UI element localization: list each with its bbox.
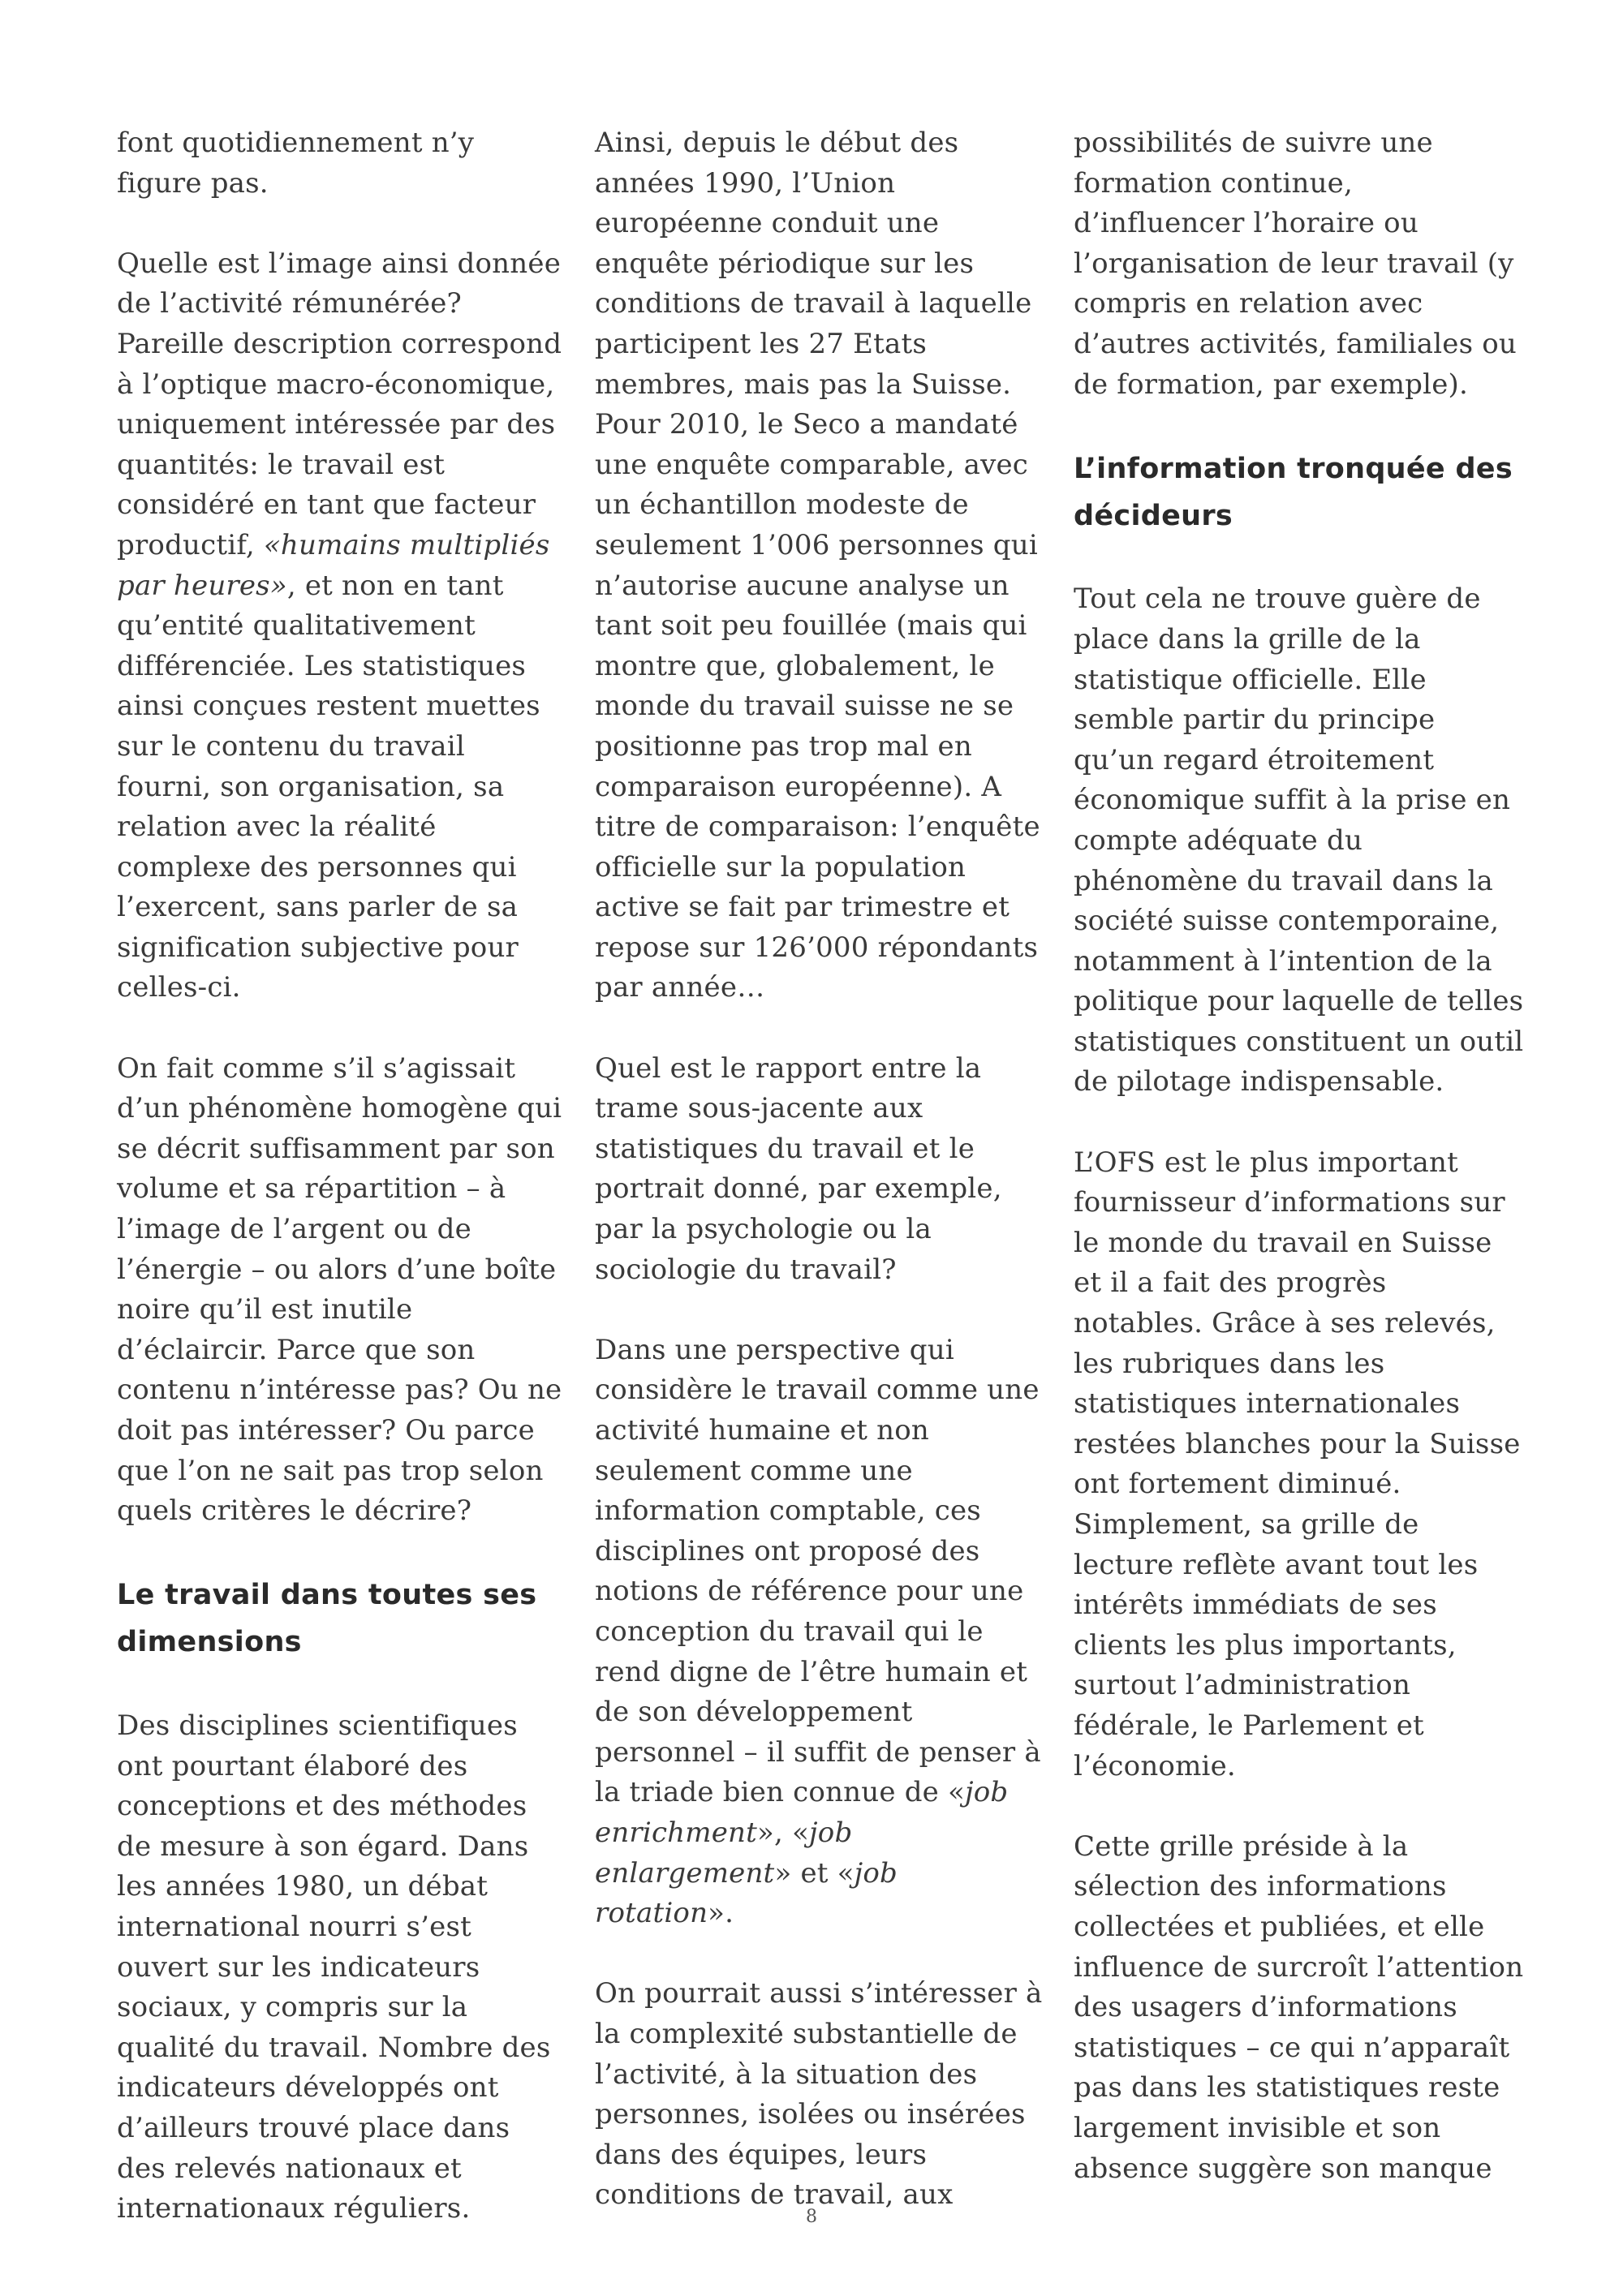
text-run: » et « — [774, 1856, 855, 1890]
emphasis-text: «humains multipliés par heures» — [117, 528, 550, 602]
text-run: ». — [708, 1897, 734, 1930]
column-3 — [1074, 123, 1524, 2229]
text-run: , et non en tant qu’entité qualitativement différenciée. Les statistiques ainsi conçues restent muettes sur le contenu du travail fourni, son organisation, sa relation avec la réalité complexe des personnes qui l’exercent, sans parler de sa signification subjective pour celles-ci. — [117, 569, 540, 1004]
paragraph: possibilités de suivre une formation continue, d’influencer l’horaire ou l’organisation de leur travail (y compris en relation avec d’autres activités, familiales ou de formation, par exemple). — [1074, 127, 1518, 401]
section-heading: L’information tronquée des décideurs — [1074, 452, 1513, 532]
paragraph: Quel est le rapport entre la trame sous-jacente aux statistiques du travail et le portrait donné, par exemple, par la psychologie ou la sociologie du travail? — [595, 1051, 1002, 1286]
paragraph: L’OFS est le plus important fournisseur d’informations sur le monde du travail en Suisse et il a fait des progrès notables. Grâce à ses relevés, les rubriques dans les statistiques internationales restées blanches pour la Suisse ont fortement diminué. Simplement, sa grille de lecture reflète avant tout les intérêts immédiats de ses clients les plus importants, surtout l’administration fédérale, le Parlement et l’économie. — [1074, 1146, 1521, 1782]
paragraph: Tout cela ne trouve guère de place dans la grille de la statistique officielle. Elle semble partir du principe qu’un regard étroitement économique suffit à la prise en compte adéquate du phénomène du travail dans la société suisse contemporaine, notamment à l’intention de la politique pour laquelle de telles statistiques constituent un outil de pilotage indispensable. — [1074, 583, 1524, 1099]
emphasis-text: job enlargement — [595, 1816, 853, 1890]
emphasis-text: job enrichment — [595, 1776, 1009, 1849]
page-number: 8 — [806, 2207, 817, 2227]
section-heading: Le travail dans toutes ses dimensions — [117, 1579, 537, 1659]
column-2 — [595, 123, 1045, 2255]
paragraph — [117, 244, 567, 1008]
paragraph: On pourrait aussi s’intéresser à la complexité substantielle de l’activité, à la situation des personnes, isolées ou insérées dans des équipes, leurs conditions de travail, aux — [595, 1977, 1043, 2212]
paragraph: On fait comme s’il s’agissait d’un phénomène homogène qui se décrit suffisamment par son volume et sa répartition – à l’image de l’argent ou de l’énergie – ou alors d’une boîte noire qu’il est inutile d’éclaircir. Parce que son contenu n’intéresse pas? Ou ne doit pas intéresser? Ou parce que l’on ne sait pas trop selon quels critères le décrire? — [117, 1051, 562, 1528]
paragraph: font quotidiennement n’y figure pas. — [117, 127, 475, 200]
column-1 — [117, 123, 567, 2269]
paragraph: Des disciplines scientifiques ont pourtant élaboré des conceptions et des méthodes de mesure à son égard. Dans les années 1980, un débat international nourri s’est ouvert sur les indicateurs sociaux, y compris sur la qualité du travail. Nombre des indicateurs développés ont d’ailleurs trouvé place dans des relevés nationaux et internationaux réguliers. — [117, 1709, 551, 2225]
emphasis-text: job rotation — [595, 1856, 898, 1930]
paragraph — [595, 1331, 1045, 1934]
text-run: », « — [757, 1816, 810, 1849]
text-run: Quelle est l’image ainsi donnée de l’activité rémunérée? Pareille description correspond à l’optique macro-économique, uniquement intéressée par des quantités: le travail est considéré en tant que facteur productif, — [117, 247, 562, 561]
paragraph: Cette grille préside à la sélection des informations collectées et publiées, et elle influence de surcroît l’attention des usagers d’informations statistiques – ce qui n’apparaît pas dans les statistiques reste largement invisible et son absence suggère son manque — [1074, 1829, 1524, 2185]
text-run: Dans une perspective qui considère le travail comme une activité humaine et non seulement comme une information comptable, ces disciplines ont proposé des notions de référence pour une conception du travail qui le rend digne de l’être humain et de son développement personnel – il suffit de penser à la triade bien connue de « — [595, 1333, 1041, 1809]
paragraph: Ainsi, depuis le début des années 1990, l’Union européenne conduit une enquête périodique sur les conditions de travail à laquelle participent les 27 Etats membres, mais pas la Suisse. Pour 2010, le Seco a mandaté une enquête comparable, avec un échantillon modeste de seulement 1’006 personnes qui n’autorise aucune analyse un tant soit peu fouillée (mais qui montre que, globalement, le monde du travail suisse ne se positionne pas trop mal en comparaison européenne). A titre de comparaison: l’enquête officielle sur la population active se fait par trimestre et repose sur 126’000 répondants par année… — [595, 127, 1040, 1004]
